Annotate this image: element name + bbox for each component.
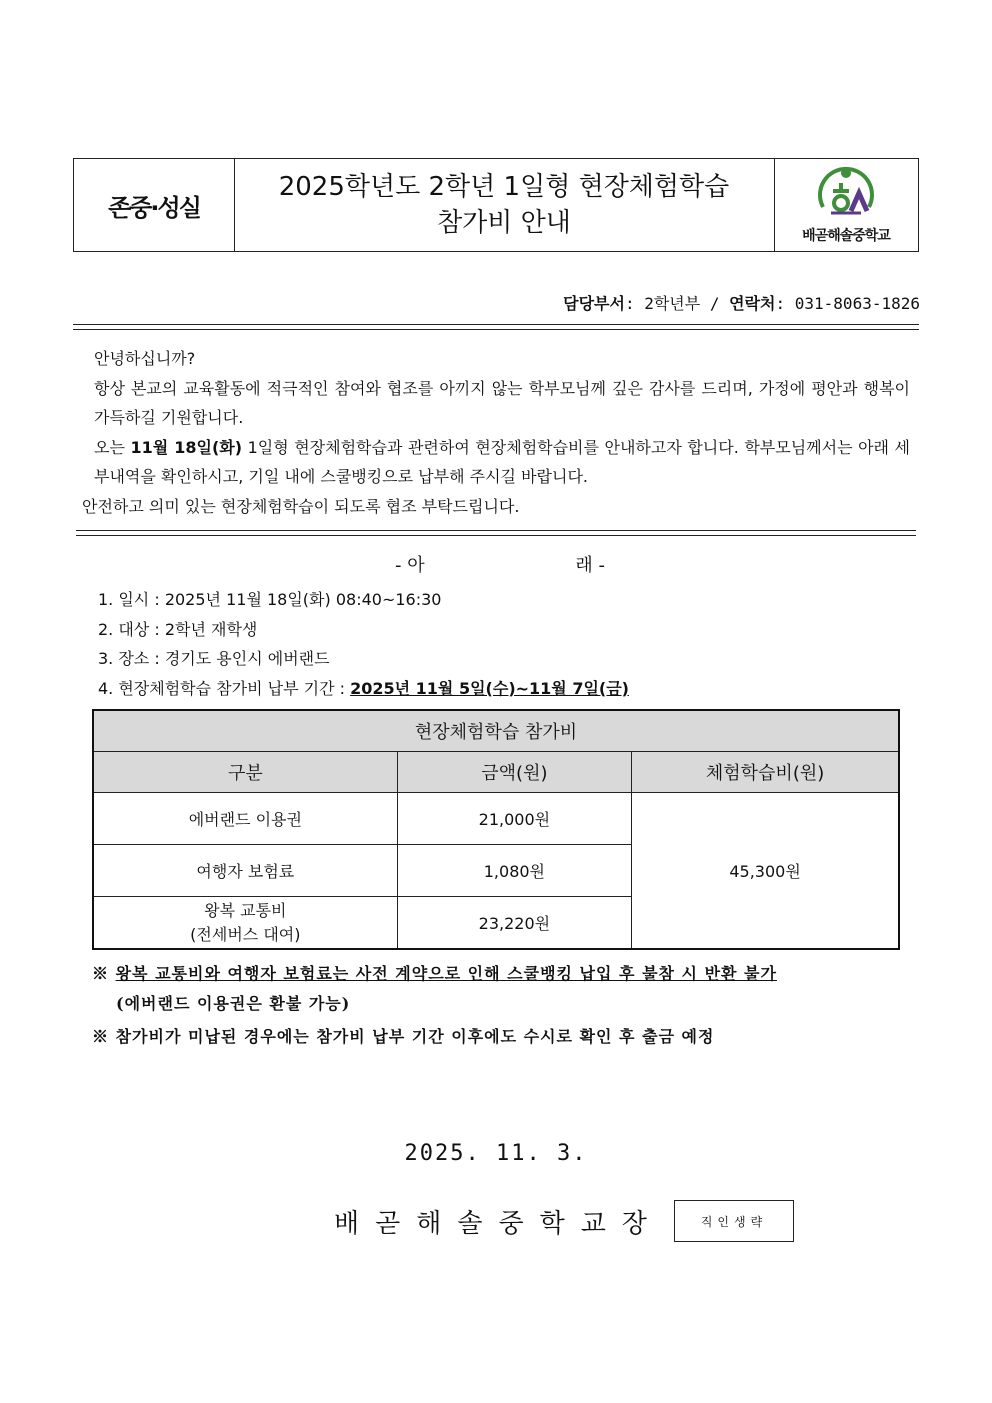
issue-date: 2025. 11. 3. [404, 1141, 588, 1166]
details-list [98, 585, 629, 703]
table-row: 여행자 보험료 1,080원 [93, 845, 899, 897]
list-item: 3. 장소 : 경기도 용인시 에버랜드 [98, 649, 330, 668]
greeting: 안녕하십니까? [94, 349, 196, 368]
table-row: 왕복 교통비 (전세버스 대여) 23,220원 [93, 897, 899, 950]
table-title: 현장체험학습 참가비 [93, 710, 899, 752]
list-item: 2. 대상 : 2학년 재학생 [98, 619, 258, 639]
list-item: 4. 현장체험학습 참가비 납부 기간 : 2025년 11월 5일(수)~11월 7일(금) [98, 678, 629, 698]
document-title [234, 159, 775, 251]
principal-title: 배곧해솔중학교장 [334, 1209, 663, 1239]
note-1: ※ 왕복 교통비와 여행자 보험료는 사전 계약으로 인해 스쿨뱅킹 납입 후 불참 시 반환 불가 [92, 964, 777, 983]
seal-box: 직인생략 [674, 1200, 794, 1242]
contact-label: 연락처 [729, 294, 776, 313]
payment-period: 2025년 11월 5일(수)~11월 7일(금) [350, 678, 629, 698]
fee-table [92, 709, 900, 950]
note-1-sub: (에버랜드 이용권은 환불 가능) [116, 994, 351, 1013]
middle-divider [76, 530, 916, 536]
school-logo-icon [811, 163, 881, 225]
top-divider [73, 324, 919, 330]
dept-label: 담당부서 [563, 294, 625, 313]
table-row: 에버랜드 이용권 21,000원 45,300원 [93, 793, 899, 845]
column-header: 구분 [93, 752, 397, 793]
intro-text [82, 344, 910, 521]
department-contact [563, 291, 920, 314]
notice-heading: - 아 래 - [395, 555, 605, 576]
intro-paragraph-1: 항상 본교의 교육활동에 적극적인 참여와 협조를 아끼지 않는 학부모님께 깊은 감사를 드리며, 가정에 평안과 행복이 가득하길 기원합니다. [94, 378, 910, 427]
column-header: 금액(원) [397, 752, 631, 793]
title-line2: 참가비 안내 [437, 208, 571, 238]
intro-paragraph-3: 안전하고 의미 있는 현장체험학습이 되도록 협조 부탁드립니다. [82, 496, 520, 516]
school-logo-cell [774, 159, 918, 251]
header-box [73, 158, 919, 252]
school-name: 배곧해솔중학교 [802, 228, 890, 244]
motto: 존중·성실 [74, 159, 235, 251]
note-2: ※ 참가비가 미납된 경우에는 참가비 납부 기간 이후에도 수시로 확인 후 출금 예정 [92, 1027, 715, 1046]
intro-paragraph-2: 오는 11월 18일(화) 1일형 현장체험학습과 관련하여 현장체험학습비를 안내하고자 합니다. 학부모님께서는 아래 세부내역을 확인하시고, 기일 내에 스쿨뱅킹으로 납부해 주시길 바랍니다. [94, 437, 910, 486]
contact-value: : 031-8063-1826 [775, 294, 920, 313]
event-date: 11월 18일(화) [130, 437, 243, 457]
dept-value: : 2학년부 / [624, 294, 730, 313]
column-header: 체험학습비(원) [632, 752, 899, 793]
list-item: 1. 일시 : 2025년 11월 18일(화) 08:40~16:30 [98, 590, 442, 609]
title-line1: 2025학년도 2학년 1일형 현장체험학습 [278, 172, 730, 202]
total-fee: 45,300원 [632, 793, 899, 950]
